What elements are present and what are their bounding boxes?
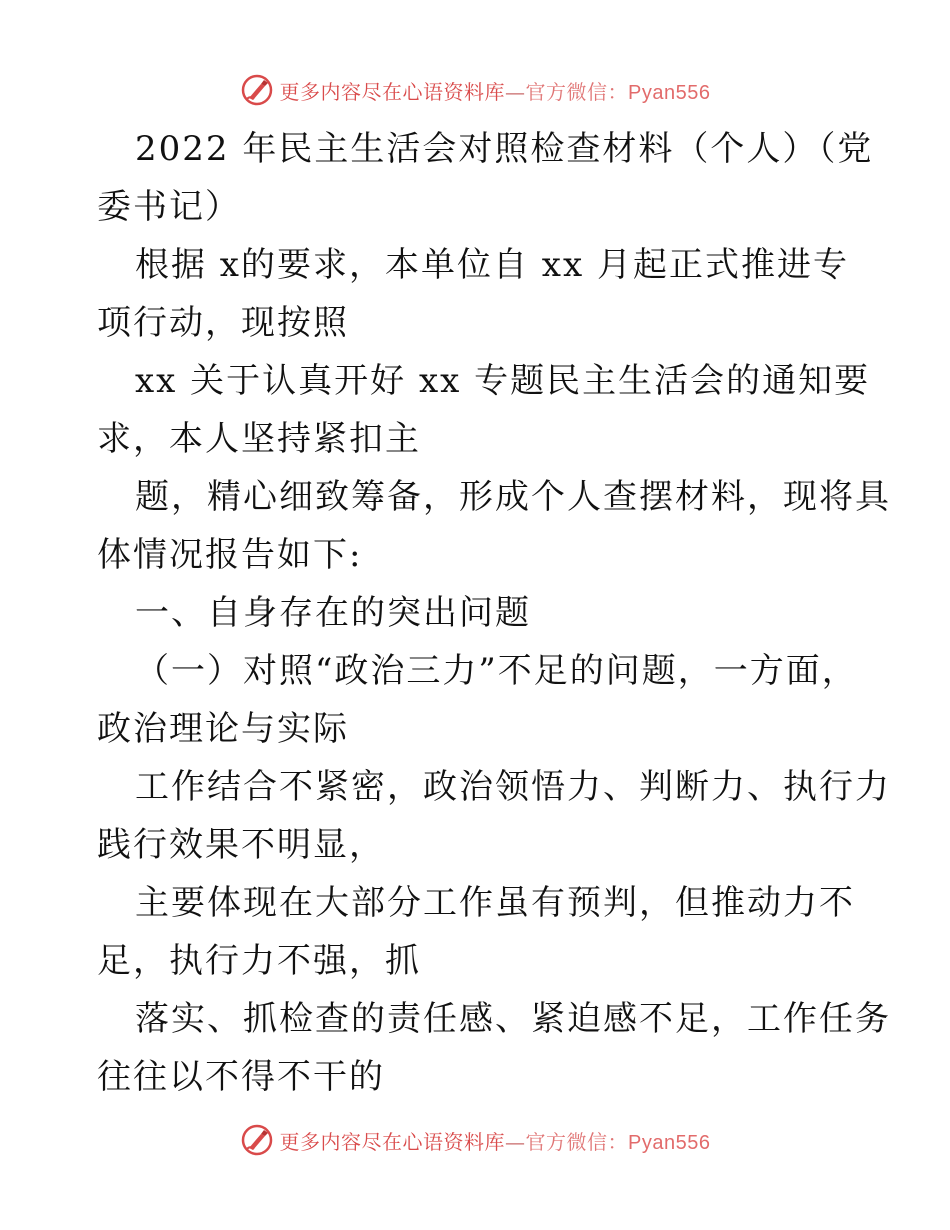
watermark-group <box>240 1123 711 1157</box>
paragraph <box>97 874 857 990</box>
text-line: （一）对照“政治三力”不足的问题，一方面， <box>135 651 858 691</box>
text-line: 足，执行力不强，抓 <box>97 941 421 981</box>
text-line: 践行效果不明显， <box>97 825 385 865</box>
watermark-text: 更多内容尽在心语资料库—官方微信：Pyan556 <box>279 1129 711 1154</box>
text-line: 委书记） <box>97 187 241 227</box>
text-line: 政治理论与实际 <box>97 709 349 749</box>
text-line: 2022 年民主生活会对照检查材料（个人）（党 <box>135 129 874 169</box>
text-line: 项行动，现按照 <box>97 303 349 343</box>
pen-logo-icon <box>240 1123 274 1157</box>
paragraph <box>97 642 857 758</box>
watermark-group <box>240 73 711 107</box>
paragraph-title <box>97 120 874 236</box>
text-line: 往往以不得不干的 <box>97 1057 385 1097</box>
watermark-text: 更多内容尽在心语资料库—官方微信：Pyan556 <box>279 79 711 104</box>
paragraph <box>97 990 891 1106</box>
document-body <box>97 120 891 1106</box>
watermark-banner-top <box>0 70 950 110</box>
section-heading <box>97 584 857 642</box>
text-line: 落实、抓检查的责任感、紧迫感不足，工作任务 <box>135 999 891 1039</box>
text-line: 根据 x的要求，本单位自 xx 月起正式推进专 <box>135 245 849 285</box>
text-line: 工作结合不紧密，政治领悟力、判断力、执行力 <box>135 767 891 807</box>
paragraph <box>97 758 891 874</box>
text-line: 体情况报告如下: <box>97 535 363 575</box>
text-line: 题，精心细致筹备，形成个人查摆材料，现将具 <box>135 477 891 517</box>
paragraph <box>97 352 871 468</box>
text-line: 一、自身存在的突出问题 <box>135 593 531 633</box>
paragraph <box>97 236 857 352</box>
text-line: 主要体现在大部分工作虽有预判，但推动力不 <box>135 883 855 923</box>
paragraph <box>97 468 891 584</box>
text-line: xx 关于认真开好 xx 专题民主生活会的通知要 <box>135 361 871 401</box>
pen-logo-icon <box>240 73 274 107</box>
text-line: 求，本人坚持紧扣主 <box>97 419 421 459</box>
watermark-banner-bottom <box>0 1120 950 1160</box>
